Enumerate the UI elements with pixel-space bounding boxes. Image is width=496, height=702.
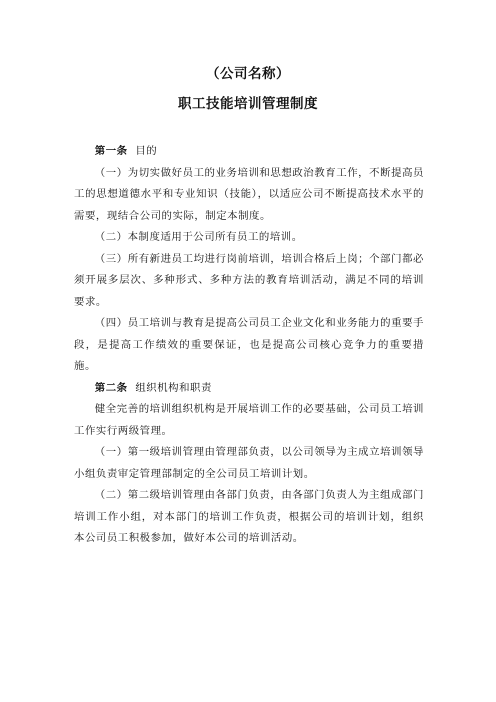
article-number: 第一条	[94, 145, 128, 157]
paragraph: （二）第二级培训管理由各部门负责，由各部门负责人为主组成部门培训工作小组，对本部门的培训工作负责，根据公司的培训计划，组织本公司员工积极参加，做好本公司的培训活动。	[74, 489, 424, 544]
article-heading	[74, 141, 424, 163]
paragraph: （四）员工培训与教育是提高公司员工企业文化和业务能力的重要手段，是提高工作绩效的重要保证，也是提高公司核心竞争力的重要措施。	[74, 317, 424, 372]
article-title: 组织机构和职责	[135, 381, 212, 394]
document-body	[74, 141, 424, 550]
article-heading	[74, 378, 424, 400]
article-title: 目的	[135, 145, 158, 157]
paragraph: （二）本制度适用于公司所有员工的培训。	[94, 231, 303, 243]
article-number: 第二条	[94, 381, 128, 394]
company-name: （公司名称）	[206, 66, 290, 82]
paragraph: （一）第一级培训管理由管理部负责，以公司领导为主成立培训领导小组负责审定管理部制定的全公司员工培训计划。	[74, 446, 424, 480]
paragraph: 健全完善的培训组织机构是开展培训工作的必要基础，公司员工培训工作实行两级管理。	[74, 403, 424, 437]
paragraph: （三）所有新进员工均进行岗前培训，培训合格后上岗；个部门都必须开展多层次、多种形式、多种方法的教育培训活动，满足不同的培训要求。	[74, 252, 424, 308]
document-title: 职工技能培训管理制度	[178, 96, 318, 112]
paragraph: （一）为切实做好员工的业务培训和思想政治教育工作，不断提高员工的思想道德水平和专业知识（技能），以适应公司不断提高技术水平的需要，现结合公司的实际，制定本制度。	[74, 166, 424, 222]
